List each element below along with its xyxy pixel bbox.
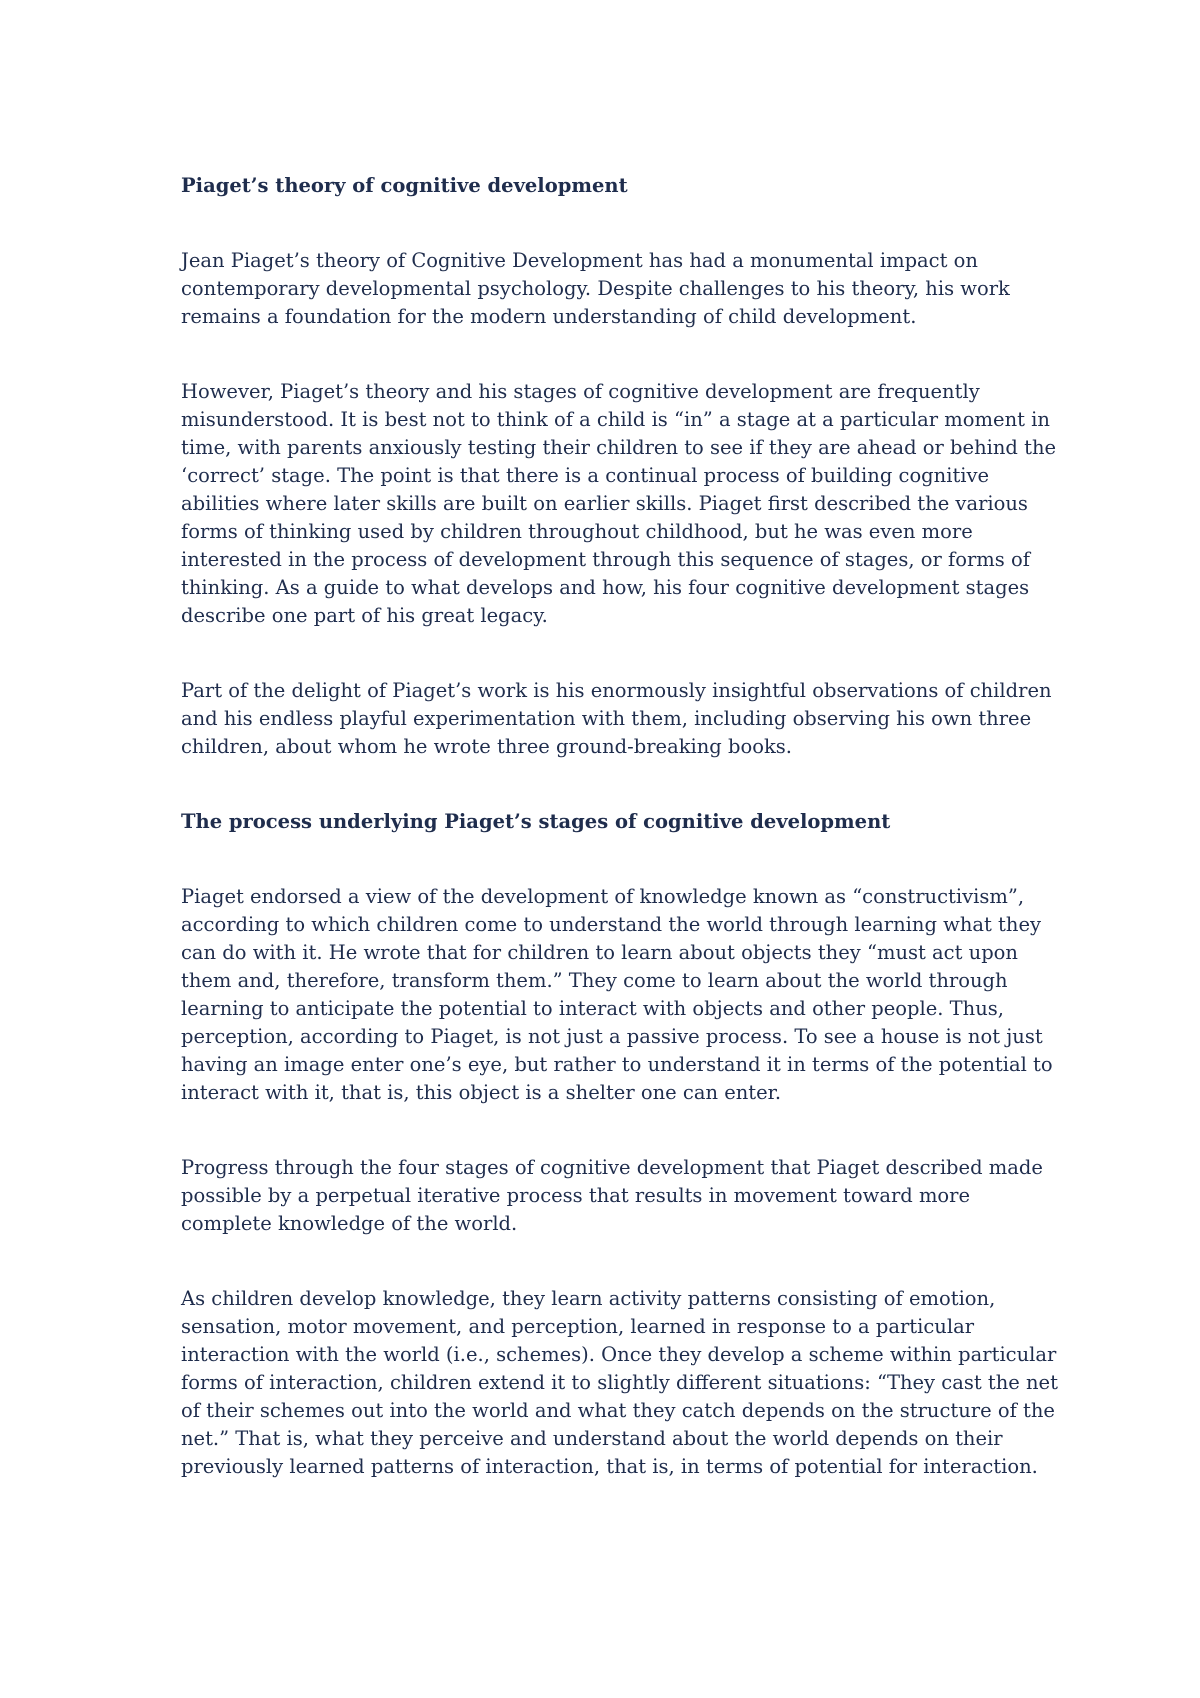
paragraph-progress: Progress through the four stages of cognitive development that Piaget described made possible by a perpetual iterative process that results in movement toward more complete knowledge of the world. — [181, 1156, 1043, 1235]
paragraph-constructivism: Piaget endorsed a view of the development of knowledge known as “constructivism”, according to which children come to understand the world through learning what they can do with it. He wrote that for children to learn about objects they “must act upon them and, therefore, transform them.” They come to learn about the world through learning to anticipate the potential to interact with objects and other people. Thus, perception, according to Piaget, is not just a passive process. To see a house is not just having an image enter one’s eye, but rather to understand it in terms of the potential to interact with it, that is, this object is a shelter one can enter. — [181, 885, 1053, 1104]
paragraph-misunderstood: However, Piaget’s theory and his stages of cognitive development are frequently misunderstood. It is best not to think of a child is “in” a stage at a particular moment in time, with parents anxiously testing their children to see if they are ahead or behind the ‘correct’ stage. The point is that there is a continual process of building cognitive abilities where later skills are built on earlier skills. Piaget first described the various forms of thinking used by children throughout childhood, but he was even more interested in the process of development through this sequence of stages, or forms of thinking. As a guide to what develops and how, his four cognitive development stages describe one part of his great legacy. — [181, 380, 1057, 627]
paragraph-schemes: As children develop knowledge, they learn activity patterns consisting of emotion, sensation, motor movement, and perception, learned in response to a particular interaction with the world (i.e., schemes). Once they develop a scheme within particular forms of interaction, children extend it to slightly different situations: “They cast the net of their schemes out into the world and what they catch depends on the structure of the net.” That is, what they perceive and understand about the world depends on their previously learned patterns of interaction, that is, in terms of potential for interaction. — [181, 1287, 1058, 1478]
paragraph-delight: Part of the delight of Piaget’s work is his enormously insightful observations of children and his endless playful experimentation with them, including observing his own three children, about whom he wrote three ground-breaking books. — [181, 679, 1052, 758]
paragraph-intro: Jean Piaget’s theory of Cognitive Development has had a monumental impact on contemporary developmental psychology. Despite challenges to his theory, his work remains a foundation for the modern understanding of child development. — [181, 249, 1010, 328]
document-title: Piaget’s theory of cognitive development — [181, 174, 628, 197]
section-heading-process: The process underlying Piaget’s stages of cognitive development — [181, 810, 891, 833]
document-page — [181, 172, 1061, 1481]
